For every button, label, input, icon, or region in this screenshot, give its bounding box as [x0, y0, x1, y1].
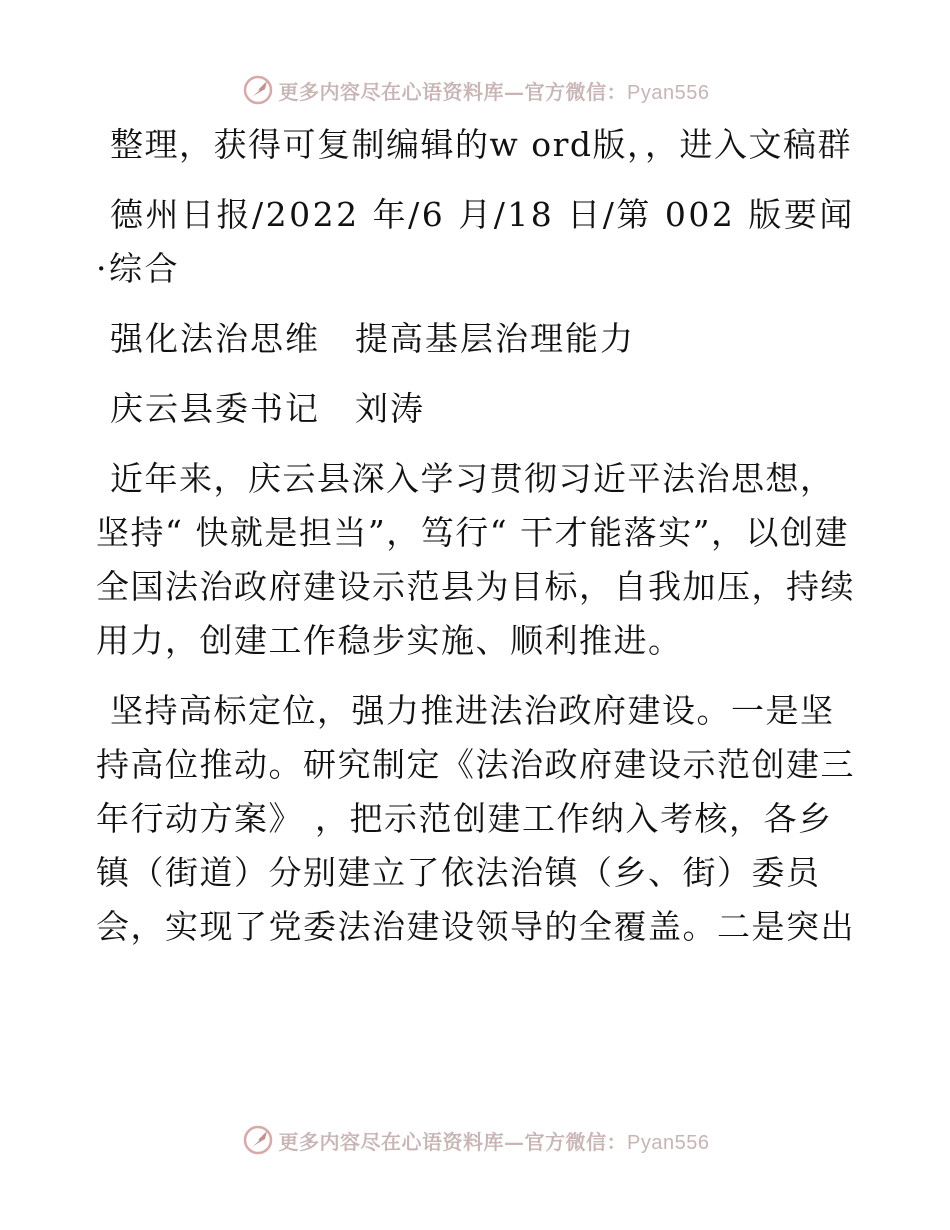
footer-watermark-banner: [0, 1120, 950, 1160]
source-line: 德州日报/2022 年/6 月/18 日/第 002 版要闻·综合: [96, 195, 855, 288]
document-body: [96, 118, 856, 970]
watermark-text: 更多内容尽在心语资料库—官方微信：Pyan556: [278, 1129, 710, 1154]
wechat-id: Pyan556: [627, 1131, 710, 1154]
quill-pen-logo-icon: [241, 73, 275, 107]
intro-line: 整理，获得可复制编辑的w ord版，，进入文稿群: [110, 125, 853, 164]
header-watermark-banner: [0, 70, 950, 110]
article-title: 强化法治思维 提高基层治理能力: [110, 319, 635, 358]
wechat-id: Pyan556: [627, 81, 710, 104]
article-byline: 庆云县委书记 刘涛: [110, 389, 425, 428]
body-paragraph-1: 近年来，庆云县深入学习贯彻习近平法治思想，坚持“ 快就是担当”，笃行“ 干才能落实”，以创建全国法治政府建设示范县为目标，自我加压，持续用力，创建工作稳步实施、顺利推进。: [96, 459, 855, 660]
watermark-text: 更多内容尽在心语资料库—官方微信：Pyan556: [278, 79, 710, 104]
body-paragraph-2: 坚持高标定位，强力推进法治政府建设。一是坚持高位推动。研究制定《法治政府建设示范创建三年行动方案》 ，把示范创建工作纳入考核，各乡镇（街道）分别建立了依法治镇（乡、街）委员会，实现了党委法治建设领导的全覆盖。二是突出: [96, 691, 855, 946]
quill-pen-logo-icon: [241, 1123, 275, 1157]
